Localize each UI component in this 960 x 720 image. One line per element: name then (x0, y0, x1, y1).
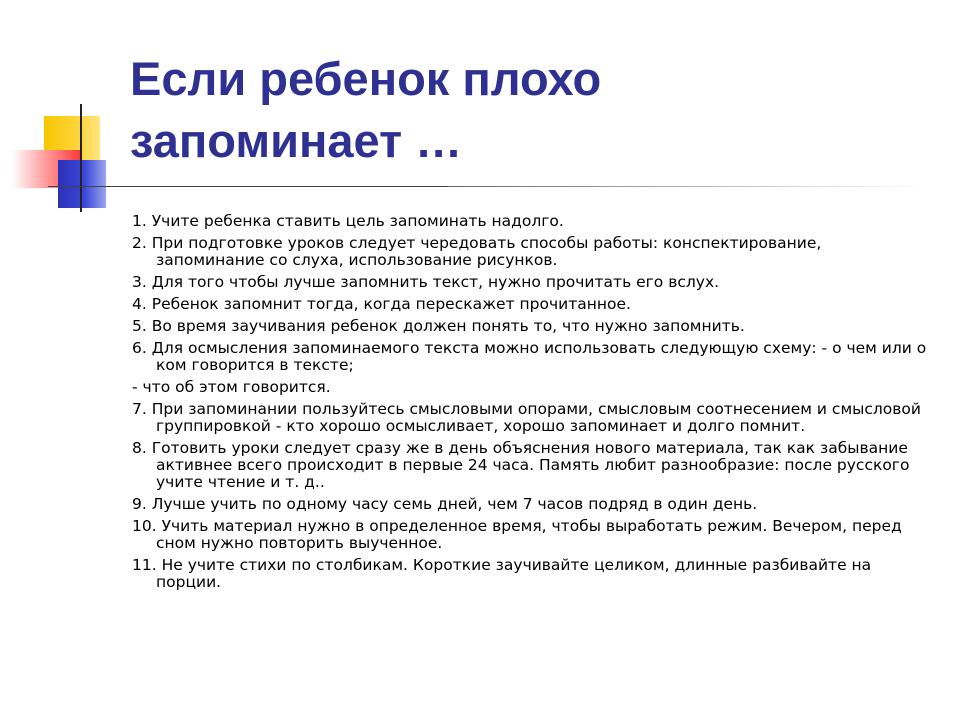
list-item: 9. Лучше учить по одному часу семь дней, чем 7 часов подряд в один день. (132, 495, 758, 513)
list-item: 3. Для того чтобы лучше запомнить текст, нужно прочитать его вслух. (132, 273, 720, 291)
vertical-line-decoration (80, 104, 82, 212)
list-item: 6. Для осмысления запоминаемого текста можно использовать следующую схему: - о чем или о ком говорится в тексте; (132, 339, 927, 374)
slide-title (130, 48, 890, 172)
list-item: 2. При подготовке уроков следует чередовать способы работы: конспектирование, запоминание со слуха, использование рисунков. (132, 234, 822, 269)
title-line-1: Если ребенок плохо (130, 52, 602, 105)
title-line-2: запоминает … (130, 114, 463, 167)
list-item: 1. Учите ребенка ставить цель запоминать надолго. (132, 212, 564, 230)
list-item: 5. Во время заучивания ребенок должен понять то, что нужно запомнить. (132, 317, 745, 335)
list-item: 7. При запоминании пользуйтесь смысловыми опорами, смысловым соотнесением и смысловой группировкой - кто хорошо осмысливает, хорошо запоминает и долго помнит. (132, 400, 921, 435)
list-item: 4. Ребенок запомнит тогда, когда перескажет прочитанное. (132, 295, 631, 313)
list-item: 8. Готовить уроки следует сразу же в день объяснения нового материала, так как забывание активнее всего происходит в первые 24 часа. Память любит разнообразие: после русского учите чтение и т. д.. (132, 439, 910, 491)
list-item: 10. Учить материал нужно в определенное время, чтобы выработать режим. Вечером, перед сном нужно повторить выученное. (132, 517, 902, 552)
list-item: 11. Не учите стихи по столбикам. Короткие заучивайте целиком, длинные разбивайте на порции. (132, 556, 872, 591)
title-underline-fade (448, 186, 928, 187)
title-underline (48, 186, 448, 187)
list-item: - что об этом говорится. (132, 378, 331, 396)
advice-list (132, 213, 932, 596)
blue-square-decoration (58, 160, 106, 208)
